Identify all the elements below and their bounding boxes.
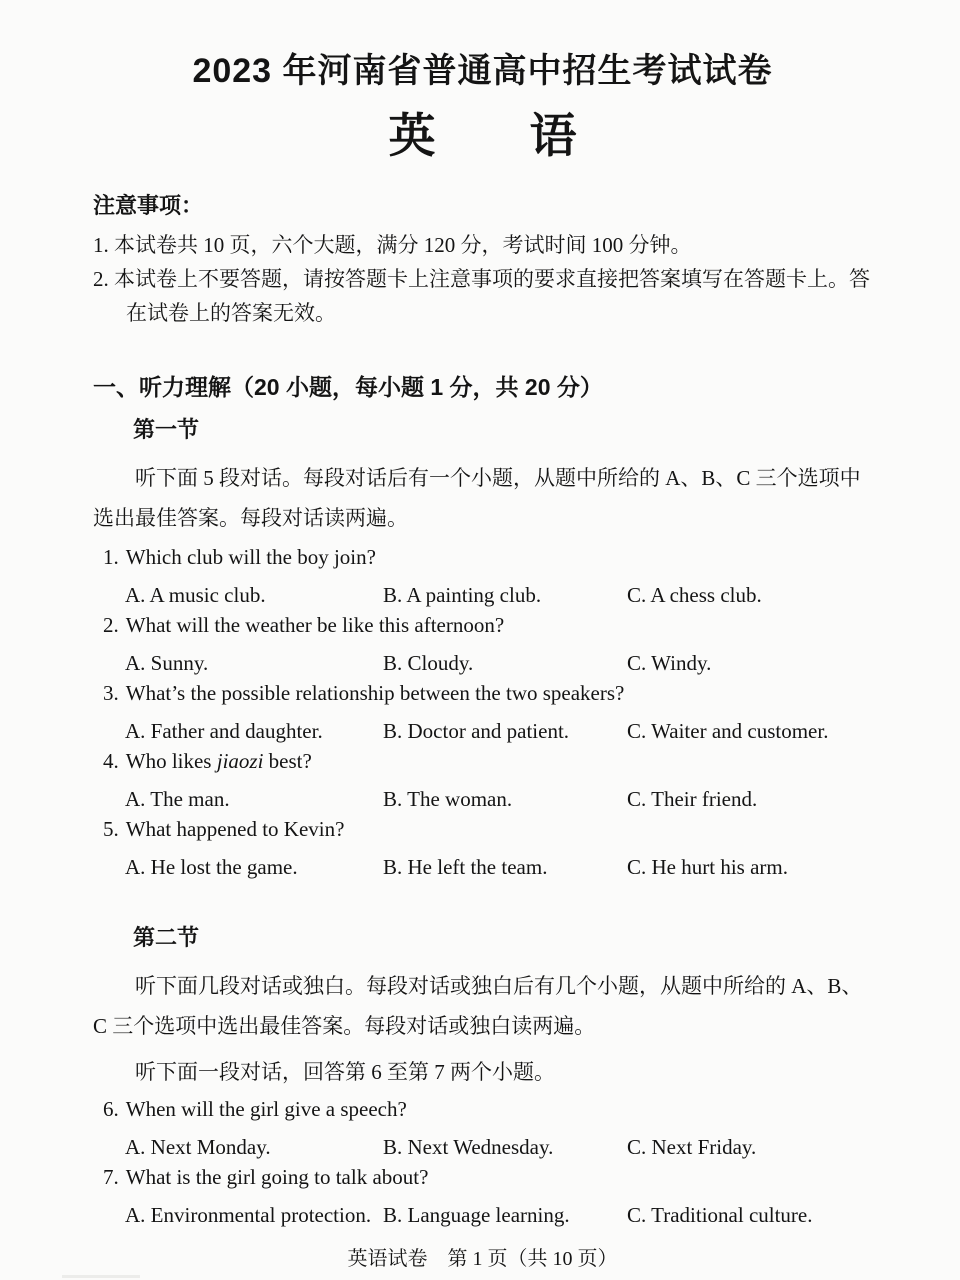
part2-heading: 第二节 bbox=[133, 925, 200, 950]
option-b: B. Doctor and patient. bbox=[383, 719, 570, 743]
question bbox=[93, 816, 872, 880]
option-b: B. He left the team. bbox=[383, 855, 548, 879]
options-row bbox=[93, 582, 872, 608]
question-stem: What is the girl going to talk about? bbox=[125, 1165, 429, 1189]
option-a: A. The man. bbox=[125, 787, 230, 811]
option-a: A. A music club. bbox=[125, 583, 266, 607]
question-stem: What will the weather be like this afternoon? bbox=[125, 613, 505, 637]
question-stem-pre: Who likes bbox=[125, 749, 217, 773]
question-number: 6. bbox=[103, 1097, 119, 1121]
question-number: 2. bbox=[103, 613, 119, 637]
question-stem: What happened to Kevin? bbox=[125, 817, 345, 841]
option-a: A. Father and daughter. bbox=[125, 719, 323, 743]
option-b: B. The woman. bbox=[383, 787, 513, 811]
option-c: C. Waiter and customer. bbox=[627, 719, 829, 743]
question-line bbox=[93, 612, 872, 638]
option-c: C. Next Friday. bbox=[627, 1135, 757, 1159]
question-line bbox=[93, 680, 872, 706]
option-a: A. He lost the game. bbox=[125, 855, 298, 879]
options-row bbox=[93, 786, 872, 812]
question bbox=[93, 1164, 872, 1228]
listening-part1 bbox=[93, 416, 872, 880]
question-number: 1. bbox=[103, 545, 119, 569]
options-row bbox=[93, 1202, 872, 1228]
option-c: C. He hurt his arm. bbox=[627, 855, 788, 879]
option-c: C. A chess club. bbox=[627, 583, 762, 607]
question bbox=[93, 544, 872, 608]
part2-instructions: 听下面几段对话或独白。每段对话或独白后有几个小题，从题中所给的 A、B、C 三个选项中选出最佳答案。每段对话或独白读两遍。 bbox=[93, 974, 863, 1038]
question bbox=[93, 748, 872, 812]
question-number: 4. bbox=[103, 749, 119, 773]
option-b: B. A painting club. bbox=[383, 583, 542, 607]
question-stem: Which club will the boy join? bbox=[125, 545, 376, 569]
option-b: B. Language learning. bbox=[383, 1203, 570, 1227]
question-number: 7. bbox=[103, 1165, 119, 1189]
option-c: C. Traditional culture. bbox=[627, 1203, 813, 1227]
options-row bbox=[93, 650, 872, 676]
subject-title: 英 语 bbox=[388, 109, 577, 162]
listening-part2 bbox=[93, 924, 872, 1228]
part1-heading: 第一节 bbox=[133, 417, 200, 442]
options-row bbox=[93, 718, 872, 744]
options-row bbox=[93, 854, 872, 880]
listening-section-heading: 一、听力理解（20 小题，每小题 1 分，共 20 分） bbox=[93, 374, 603, 400]
question-stem bbox=[126, 749, 312, 773]
question-line bbox=[93, 1096, 872, 1122]
option-a: A. Sunny. bbox=[125, 651, 209, 675]
question-stem: What’s the possible relationship between the two speakers? bbox=[125, 681, 625, 705]
question bbox=[93, 612, 872, 676]
option-b: B. Next Wednesday. bbox=[383, 1135, 554, 1159]
option-a: A. Environmental protection. bbox=[125, 1203, 372, 1227]
question bbox=[93, 1096, 872, 1160]
scan-artifact bbox=[62, 1275, 140, 1278]
option-b: B. Cloudy. bbox=[383, 651, 474, 675]
question-number: 5. bbox=[103, 817, 119, 841]
notice-item: 1. 本试卷共 10 页，六个大题，满分 120 分，考试时间 100 分钟。 bbox=[93, 233, 692, 257]
question-stem: When will the girl give a speech? bbox=[125, 1097, 407, 1121]
exam-title: 2023 年河南省普通高中招生考试试卷 bbox=[192, 52, 773, 90]
question-line bbox=[93, 816, 872, 842]
option-a: A. Next Monday. bbox=[125, 1135, 271, 1159]
part1-instructions: 听下面 5 段对话。每段对话后有一个小题，从题中所给的 A、B、C 三个选项中选出最佳答案。每段对话读两遍。 bbox=[93, 466, 861, 530]
options-row bbox=[93, 1134, 872, 1160]
option-c: C. Their friend. bbox=[627, 787, 758, 811]
question-stem-italic: jiaozi bbox=[216, 749, 264, 773]
notice-item: 2. 本试卷上不要答题，请按答题卡上注意事项的要求直接把答案填写在答题卡上。答在试卷上的答案无效。 bbox=[93, 267, 870, 325]
page-footer: 英语试卷 第 1 页（共 10 页） bbox=[347, 1248, 618, 1270]
part2-sub-instruction: 听下面一段对话，回答第 6 至第 7 两个小题。 bbox=[135, 1060, 555, 1084]
question-line bbox=[93, 544, 872, 570]
question-line bbox=[93, 1164, 872, 1190]
question-stem-post: best? bbox=[263, 749, 312, 773]
question bbox=[93, 680, 872, 744]
question-line bbox=[93, 748, 872, 774]
option-c: C. Windy. bbox=[627, 651, 712, 675]
question-number: 3. bbox=[103, 681, 119, 705]
notices-section bbox=[93, 192, 872, 330]
notices-heading: 注意事项： bbox=[93, 193, 204, 218]
